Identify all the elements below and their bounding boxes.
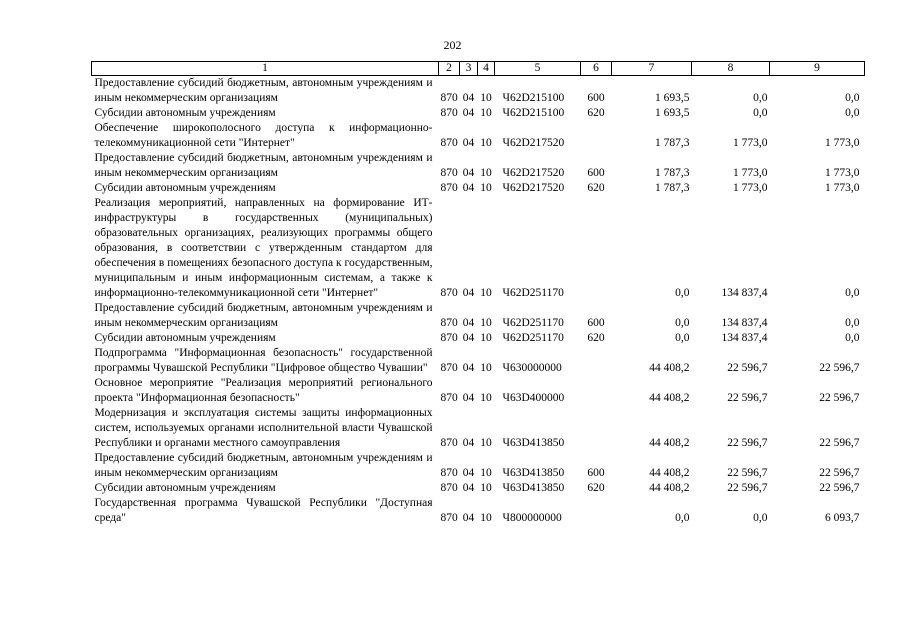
row-subsection: 10 <box>480 482 492 494</box>
row-subsection: 10 <box>480 437 492 449</box>
row-expense-type: 620 <box>587 482 605 494</box>
row-amount-col7: 0,0 <box>675 332 690 344</box>
table-row <box>92 151 865 181</box>
row-name: Основное мероприятие "Реализация мероприятий регионального проекта "Информационная безопасность" <box>94 377 433 404</box>
row-name: Обеспечение широкополосного доступа к информационно-телекоммуникационной сети "Интернет" <box>94 122 433 149</box>
table-row <box>92 346 865 376</box>
row-name: Государственная программа Чувашской Республики "Доступная среда" <box>94 497 433 524</box>
row-subsection: 10 <box>480 317 492 329</box>
row-amount-col7: 1 693,5 <box>655 107 690 119</box>
row-section: 04 <box>462 287 475 299</box>
row-target-article: Ч62D215100 <box>502 107 565 119</box>
row-target-article: Ч630000000 <box>502 362 562 374</box>
row-amount-col8: 1 773,0 <box>733 167 768 179</box>
row-name: Субсидии автономным учреждениям <box>94 107 276 119</box>
row-target-article: Ч62D215100 <box>502 92 565 104</box>
row-amount-col9: 6 093,7 <box>825 512 860 524</box>
row-subsection: 10 <box>480 287 492 299</box>
table-row <box>92 181 865 196</box>
row-expense-type: 620 <box>587 332 605 344</box>
column-header: 1 <box>92 62 439 76</box>
row-amount-col9: 1 773,0 <box>825 167 860 179</box>
row-amount-col7: 1 787,3 <box>655 167 690 179</box>
row-amount-col7: 1 787,3 <box>655 137 690 149</box>
row-amount-col8: 22 596,7 <box>727 482 768 494</box>
table-row <box>92 406 865 451</box>
row-amount-col8: 0,0 <box>753 512 768 524</box>
row-amount-col9: 22 596,7 <box>819 437 860 449</box>
row-expense-type <box>581 496 612 526</box>
row-target-article: Ч63D413850 <box>502 467 565 479</box>
row-subsection: 10 <box>480 107 492 119</box>
row-name: Предоставление субсидий бюджетным, автономным учреждениям и иным некоммерческим организациям <box>94 302 433 329</box>
column-header: 8 <box>692 62 770 76</box>
row-amount-col8: 0,0 <box>753 107 768 119</box>
row-amount-col9: 1 773,0 <box>825 182 860 194</box>
table-header-row <box>92 62 865 76</box>
row-expense-type <box>581 121 612 151</box>
column-header: 7 <box>612 62 692 76</box>
row-amount-col7: 44 408,2 <box>649 467 690 479</box>
row-expense-type <box>581 346 612 376</box>
column-header: 2 <box>439 62 460 76</box>
row-target-article: Ч62D217520 <box>502 182 565 194</box>
table-row <box>92 76 865 107</box>
row-subsection: 10 <box>480 362 492 374</box>
row-grbs: 870 <box>440 437 458 449</box>
row-amount-col9: 0,0 <box>845 317 860 329</box>
row-amount-col7: 44 408,2 <box>649 437 690 449</box>
table-row <box>92 196 865 301</box>
row-subsection: 10 <box>480 167 492 179</box>
row-target-article: Ч62D217520 <box>502 137 565 149</box>
row-amount-col7: 44 408,2 <box>649 362 690 374</box>
row-grbs: 870 <box>440 482 458 494</box>
row-section: 04 <box>462 467 475 479</box>
row-name: Модернизация и эксплуатация системы защиты информационных систем, используемых органами исполнительной власти Чувашской Республики и органами местного самоуправления <box>94 407 433 449</box>
row-grbs: 870 <box>440 182 458 194</box>
table-row <box>92 106 865 121</box>
row-expense-type: 600 <box>587 467 605 479</box>
row-section: 04 <box>462 182 475 194</box>
row-subsection: 10 <box>480 467 492 479</box>
row-name: Субсидии автономным учреждениям <box>94 482 276 494</box>
row-target-article: Ч62D251170 <box>502 332 564 344</box>
row-section: 04 <box>462 482 475 494</box>
row-target-article: Ч63D413850 <box>502 482 565 494</box>
row-subsection: 10 <box>480 392 492 404</box>
row-subsection: 10 <box>480 92 492 104</box>
row-amount-col7: 0,0 <box>675 317 690 329</box>
row-subsection: 10 <box>480 182 492 194</box>
row-grbs: 870 <box>440 467 458 479</box>
row-amount-col7: 44 408,2 <box>649 482 690 494</box>
row-amount-col8: 134 837,4 <box>721 287 768 299</box>
row-grbs: 870 <box>440 362 458 374</box>
column-header: 3 <box>460 62 478 76</box>
row-amount-col8: 22 596,7 <box>727 392 768 404</box>
row-expense-type <box>581 406 612 451</box>
table-row <box>92 481 865 496</box>
row-amount-col8: 22 596,7 <box>727 467 768 479</box>
row-amount-col9: 22 596,7 <box>819 467 860 479</box>
row-section: 04 <box>462 437 475 449</box>
table-row <box>92 496 865 526</box>
page-number: 202 <box>443 38 462 52</box>
table-row <box>92 121 865 151</box>
row-expense-type <box>581 196 612 301</box>
row-amount-col9: 0,0 <box>845 332 860 344</box>
row-section: 04 <box>462 332 475 344</box>
row-grbs: 870 <box>440 512 458 524</box>
row-expense-type: 600 <box>587 167 605 179</box>
row-name: Предоставление субсидий бюджетным, автономным учреждениям и иным некоммерческим организациям <box>94 77 433 104</box>
row-expense-type: 620 <box>587 182 605 194</box>
row-target-article: Ч62D251170 <box>502 287 564 299</box>
column-header: 4 <box>478 62 495 76</box>
row-target-article: Ч800000000 <box>502 512 562 524</box>
row-grbs: 870 <box>440 92 458 104</box>
row-amount-col9: 0,0 <box>845 92 860 104</box>
row-grbs: 870 <box>440 392 458 404</box>
column-header: 9 <box>770 62 865 76</box>
row-amount-col7: 44 408,2 <box>649 392 690 404</box>
row-amount-col7: 1 787,3 <box>655 182 690 194</box>
row-grbs: 870 <box>440 137 458 149</box>
table-row <box>92 301 865 331</box>
row-name: Подпрограмма "Информационная безопасность" государственной программы Чувашской Республики "Цифровое общество Чувашии" <box>94 347 433 374</box>
row-amount-col8: 1 773,0 <box>733 182 768 194</box>
row-amount-col8: 1 773,0 <box>733 137 768 149</box>
row-subsection: 10 <box>480 512 492 524</box>
row-amount-col8: 22 596,7 <box>727 437 768 449</box>
row-name: Предоставление субсидий бюджетным, автономным учреждениям и иным некоммерческим организациям <box>94 452 433 479</box>
table-row <box>92 376 865 406</box>
row-amount-col9: 22 596,7 <box>819 362 860 374</box>
row-grbs: 870 <box>440 167 458 179</box>
row-target-article: Ч63D400000 <box>502 392 565 404</box>
row-grbs: 870 <box>440 107 458 119</box>
row-target-article: Ч62D251170 <box>502 317 564 329</box>
row-amount-col9: 0,0 <box>845 287 860 299</box>
row-expense-type: 600 <box>587 92 605 104</box>
row-section: 04 <box>462 92 475 104</box>
row-amount-col9: 0,0 <box>845 107 860 119</box>
row-grbs: 870 <box>440 332 458 344</box>
row-amount-col9: 22 596,7 <box>819 392 860 404</box>
row-section: 04 <box>462 392 475 404</box>
row-section: 04 <box>462 107 475 119</box>
row-amount-col9: 22 596,7 <box>819 482 860 494</box>
column-header: 6 <box>581 62 612 76</box>
row-subsection: 10 <box>480 137 492 149</box>
row-section: 04 <box>462 167 475 179</box>
row-grbs: 870 <box>440 317 458 329</box>
row-amount-col7: 1 693,5 <box>655 92 690 104</box>
row-target-article: Ч62D217520 <box>502 167 565 179</box>
row-expense-type <box>581 376 612 406</box>
row-expense-type: 620 <box>587 107 605 119</box>
row-target-article: Ч63D413850 <box>502 437 565 449</box>
budget-table <box>91 61 865 526</box>
row-section: 04 <box>462 512 475 524</box>
row-amount-col8: 0,0 <box>753 92 768 104</box>
row-amount-col7: 0,0 <box>675 287 690 299</box>
row-name: Предоставление субсидий бюджетным, автономным учреждениям и иным некоммерческим организациям <box>94 152 433 179</box>
table-row <box>92 451 865 481</box>
table-row <box>92 331 865 346</box>
row-amount-col8: 134 837,4 <box>721 332 768 344</box>
row-amount-col8: 22 596,7 <box>727 362 768 374</box>
row-name: Субсидии автономным учреждениям <box>94 332 276 344</box>
row-expense-type: 600 <box>587 317 605 329</box>
row-amount-col7: 0,0 <box>675 512 690 524</box>
row-name: Субсидии автономным учреждениям <box>94 182 276 194</box>
row-subsection: 10 <box>480 332 492 344</box>
row-amount-col9: 1 773,0 <box>825 137 860 149</box>
row-amount-col8: 134 837,4 <box>721 317 768 329</box>
row-grbs: 870 <box>440 287 458 299</box>
column-header: 5 <box>495 62 581 76</box>
row-section: 04 <box>462 137 475 149</box>
row-section: 04 <box>462 362 475 374</box>
row-name: Реализация мероприятий, направленных на формирование ИТ-инфраструктуры в государственных (муниципальных) образовательных организациях, реализующих программы общего образования, в соответствии с утвержденным стандартом для обеспечения в помещениях безопасного доступа к государственным, муниципальным и иным информационным системам, а также к информационно-телекоммуникационной сети "Интернет" <box>94 197 433 299</box>
row-section: 04 <box>462 317 475 329</box>
